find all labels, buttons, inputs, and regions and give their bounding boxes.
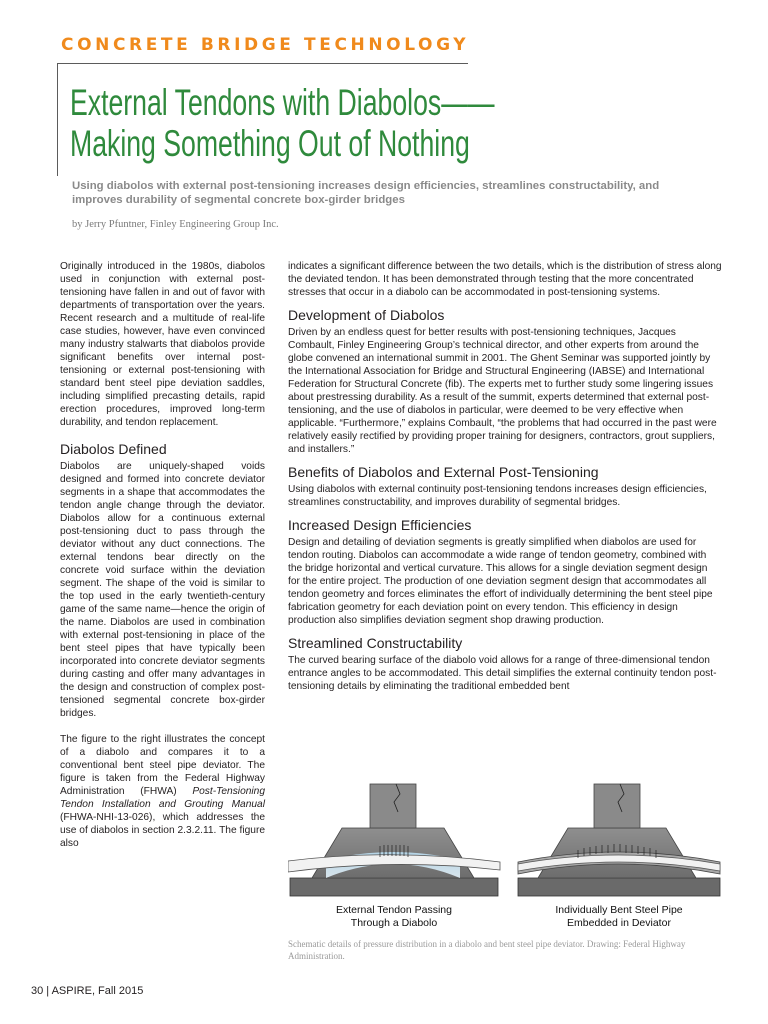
heading-benefits: Benefits of Diabolos and External Post-Tensioning <box>288 464 599 480</box>
heading-development: Development of Diabolos <box>288 307 445 323</box>
article-title <box>70 82 538 164</box>
diabolo-diagram <box>288 784 500 929</box>
figure-ref-text-a: The figure to the right illustrates the concept of a diabolo and compares it to a conventional bent steel pipe deviator. The figure is taken from the Federal Highway Administration (FHWA) <box>60 734 265 797</box>
byline: by Jerry Pfuntner, Finley Engineering Group Inc. <box>72 219 279 230</box>
right-figure-label-1: Individually Bent Steel Pipe <box>555 904 683 916</box>
benefits-paragraph: Using diabolos with external continuity post-tensioning tendons increases design efficiencies, streamlines constructability, and improves durability of segmental bridges. <box>288 484 707 508</box>
article-deck: Using diabolos with external post-tensioning increases design efficiencies, streamlines constructability, and improves durability of segmental concrete box-girder bridges <box>72 180 660 206</box>
continued-paragraph: indicates a significant difference between the two details, which is the distribution of stress along the deviated tendon. It has been demonstrated through testing that the more concentrated stresses that occur in a diabolo can be accommodated in post-tensioning systems. <box>288 261 722 298</box>
right-figure-label-2: Embedded in Deviator <box>567 917 671 929</box>
manual-title: Post-Tensioning Tendon Installation and Grouting Manual <box>60 786 265 810</box>
heading-design-efficiencies: Increased Design Efficiencies <box>288 517 472 533</box>
defined-paragraph: Diabolos are uniquely-shaped voids designed and formed into concrete deviator segments in a shape that accommodates the tendon angle change through the deviator. Diabolos allow for a continuous external post-tensioning duct to pass through the deviator without any duct connections. The external tendons bear directly on the concrete void surface within the deviation segment. The shape of the void is similar to the top used in the early twentieth-century game of the same name—hence the origin of the name. Diabolos are used in combination with external post-tensioning in place of the bent steel pipes that have typically been incorporated into concrete deviator segments during casting and offer many advantages in the design and construction of complex post-tensioned segmental concrete box-girder bridges. <box>60 461 265 719</box>
left-figure-label-2: Through a Diabolo <box>350 917 438 929</box>
constructability-paragraph: The curved bearing surface of the diabolo void allows for a range of three-dimensional tendon entrance angles to be accommodated. This detail simplifies the external continuity tendon post-tensioning details by eliminating the traditional embedded bent <box>288 655 717 692</box>
title-line-2: Making Something Out of Nothing <box>70 123 470 164</box>
heading-constructability: Streamlined Constructability <box>288 635 463 651</box>
title-line-1: External Tendons with Diabolos—— <box>70 82 495 123</box>
figure-caption: Schematic details of pressure distribution in a diabolo and bent steel pipe deviator. Drawing: Federal Highway Administration. <box>288 939 686 961</box>
development-paragraph: Driven by an endless quest for better results with post-tensioning techniques, Jacques Combault, Finley Engineering Group’s technical director, and other experts from around the globe convened an international summit in 2001. The Ghent Seminar was supported jointly by the International Association for Bridge and Structural Engineering (IABSE) and International Federation for Structural Concrete (fib). The experts met to further study some lingering issues about prestressing durability. As a result of the summit, experts determined that external post-tensioning, and the use of diabolos in particular, were deemed to be very effective when applicable. “Furthermore,” explains Combault, “the problems that had occurred in the past were relatively easily rectified by providing proper training for designers, contractors, grout suppliers, and installers.” <box>288 327 717 455</box>
deviator-figure <box>288 782 722 934</box>
left-figure-label-1: External Tendon Passing <box>336 904 452 916</box>
figure-ref-text-b: (FHWA-NHI-13-026), which addresses the use of diabolos in section 2.3.2.11. The figure also <box>60 812 265 849</box>
section-kicker: CONCRETE BRIDGE TECHNOLOGY <box>61 35 470 55</box>
right-column <box>288 260 722 693</box>
intro-paragraph: Originally introduced in the 1980s, diabolos used in conjunction with external post-tensioning have fallen in and out of favor with departments of transportation over the years. Recent research and a multitude of real-life case studies, however, have even convinced many industry stalwarts that diabolos provide significant benefits over internal post-tensioning or external post-tensioning with standard bent steel pipe deviation saddles, including simplified precasting details, rapid erection procedures, improved long-term durability, and tendon replacement. <box>60 261 265 428</box>
bent-pipe-diagram <box>518 784 720 929</box>
efficiency-paragraph: Design and detailing of deviation segments is greatly simplified when diabolos are used for tendon routing. Diabolos can accommodate a wide range of tendon geometry, combined with the bridge horizontal and vertical curvature. This allows for a single deviation segment design for the entire project. The production of one deviation segment design that accommodates all tendon geometry and forces eliminates the effort of individually determining the bent steel pipe fabrication geometry for each deviation point on every tendon. This efficiency in design production also simplifies deviation segment shop drawing production. <box>288 537 713 626</box>
page-folio: 30 | ASPIRE, Fall 2015 <box>31 985 144 997</box>
heading-diabolos-defined: Diabolos Defined <box>60 441 167 457</box>
left-column <box>60 260 265 850</box>
figure-reference-paragraph <box>60 733 265 850</box>
